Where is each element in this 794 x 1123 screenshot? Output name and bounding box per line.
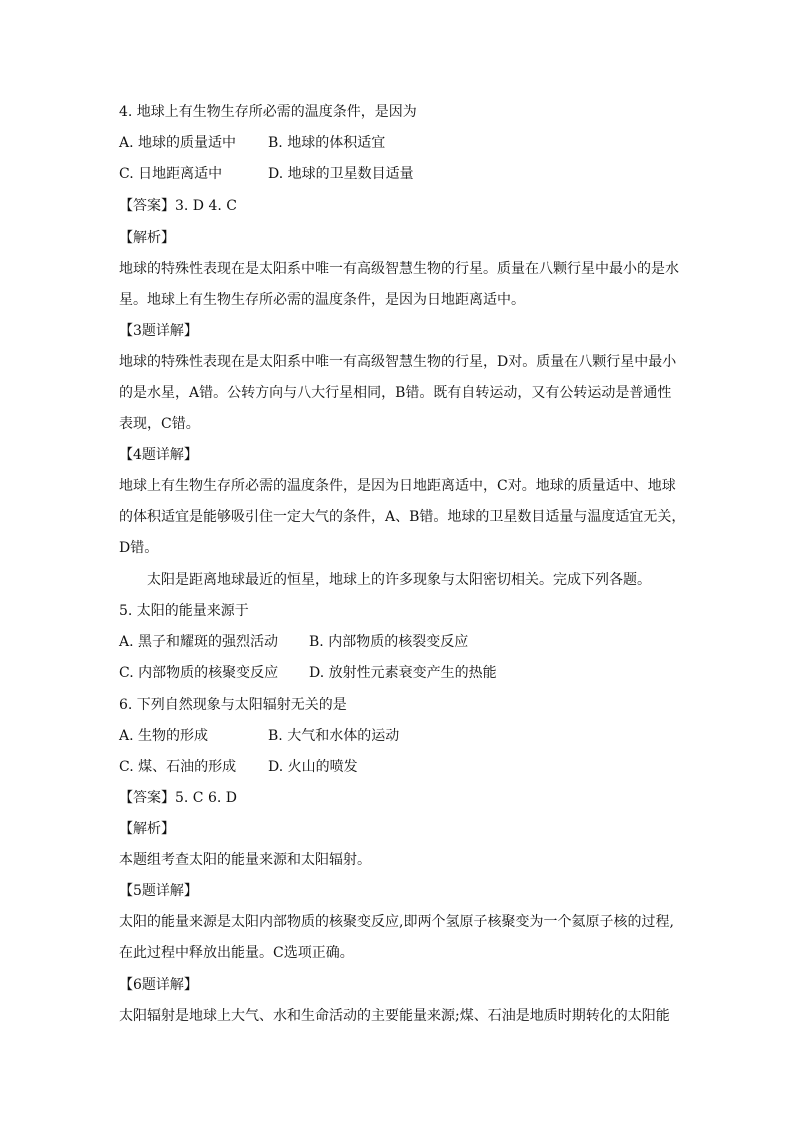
passage-intro: 太阳是距离地球最近的恒星，地球上的许多现象与太阳密切相关。完成下列各题。	[147, 572, 651, 588]
detail-3-line-3: 表现，C错。	[119, 416, 200, 432]
q5-option-d: D. 放射性元素衰变产生的热能	[309, 665, 497, 681]
detail-3-line-1: 地球的特殊性表现在是太阳系中唯一有高级智慧生物的行星，D对。质量在八颗行星中最小	[119, 354, 677, 370]
detail-3-line-2: 的是水星，A错。公转方向与八大行星相同，B错。既有自转运动，又有公转运动是普通性	[119, 385, 672, 401]
analysis-1-line-1: 地球的特殊性表现在是太阳系中唯一有高级智慧生物的行星。质量在八颗行星中最小的是水	[119, 261, 679, 277]
q6-option-c: C. 煤、石油的形成	[119, 759, 237, 775]
analysis-1-line-2: 星。地球上有生物生存所必需的温度条件，是因为日地距离适中。	[119, 292, 525, 308]
q5-option-b: B. 内部物质的核裂变反应	[309, 634, 469, 650]
q4-option-a: A. 地球的质量适中	[119, 135, 237, 151]
q5-option-a: A. 黑子和耀斑的强烈活动	[119, 634, 279, 650]
question-5-stem: 5. 太阳的能量来源于	[119, 603, 249, 619]
q6-option-d: D. 火山的喷发	[268, 759, 358, 775]
detail-4-heading: 【4题详解】	[119, 447, 198, 463]
q4-option-b: B. 地球的体积适宜	[268, 135, 386, 151]
detail-4-line-3: D错。	[119, 540, 159, 556]
q4-option-d: D. 地球的卫星数目适量	[268, 166, 414, 182]
detail-4-line-2: 的体积适宜是能够吸引住一定大气的条件，A、B错。地球的卫星数目适量与温度适宜无关，	[119, 509, 686, 525]
q6-option-b: B. 大气和水体的运动	[268, 728, 400, 744]
analysis-2-line-1: 本题组考查太阳的能量来源和太阳辐射。	[119, 852, 371, 868]
detail-5-heading: 【5题详解】	[119, 883, 198, 899]
q6-option-a: A. 生物的形成	[119, 728, 209, 744]
analysis-heading-2: 【解析】	[119, 821, 175, 837]
analysis-heading-1: 【解析】	[119, 230, 175, 246]
answer-3-4: 【答案】3. D 4. C	[119, 198, 238, 214]
detail-6-heading: 【6题详解】	[119, 977, 198, 993]
answer-5-6: 【答案】5. C 6. D	[119, 790, 238, 806]
detail-4-line-1: 地球上有生物生存所必需的温度条件，是因为日地距离适中，C对。地球的质量适中、地球	[119, 478, 676, 494]
question-4-stem: 4. 地球上有生物生存所必需的温度条件，是因为	[119, 104, 417, 120]
q5-option-c: C. 内部物质的核聚变反应	[119, 665, 279, 681]
q4-option-c: C. 日地距离适中	[119, 166, 223, 182]
question-6-stem: 6. 下列自然现象与太阳辐射无关的是	[119, 697, 347, 713]
detail-5-line-2: 在此过程中释放出能量。C选项正确。	[119, 945, 354, 961]
detail-3-heading: 【3题详解】	[119, 323, 198, 339]
detail-5-line-1: 太阳的能量来源是太阳内部物质的核聚变反应,即两个氢原子核聚变为一个氦原子核的过程,	[119, 914, 674, 930]
detail-6-line-1: 太阳辐射是地球上大气、水和生命活动的主要能量来源;煤、石油是地质时期转化的太阳能	[119, 1008, 670, 1024]
